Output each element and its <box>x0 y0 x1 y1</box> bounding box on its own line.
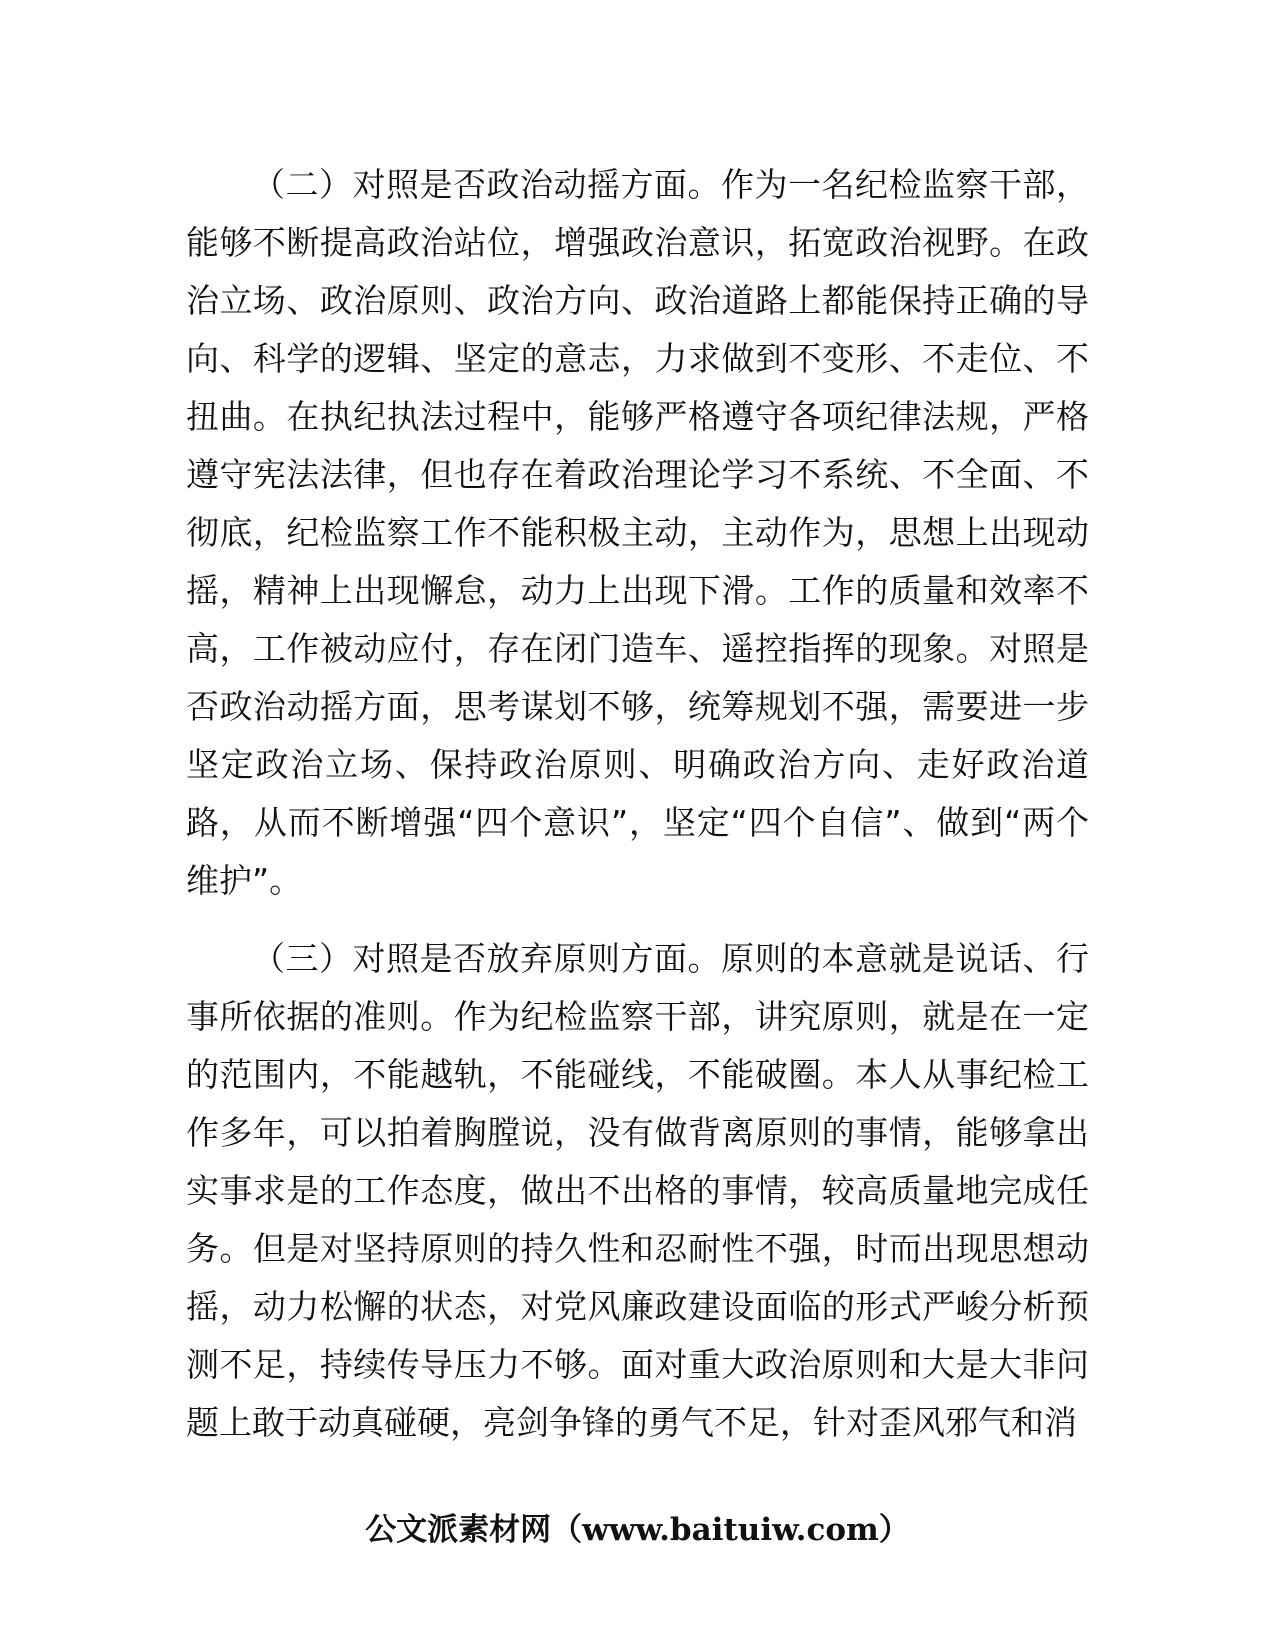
paragraph-principles: （三）对照是否放弃原则方面。原则的本意就是说话、行事所依据的准则。作为纪检监察干部，讲究原则，就是在一定的范围内，不能越轨，不能碰线，不能破圈。本人从事纪检工作多年，可以拍着胸膛说，没有做背离原则的事情，能够拿出实事求是的工作态度，做出不出格的事情，较高质量地完成任务。但是对坚持原则的持久性和忍耐性不强，时而出现思想动摇，动力松懈的状态，对党风廉政建设面临的形式严峻分析预测不足，持续传导压力不够。面对重大政治原则和大是大非问题上敢于动真碰硬，亮剑争锋的勇气不足，针对歪风邪气和消 <box>186 939 1089 1442</box>
footer-source: 公文派素材网（www.baituiw.com） <box>365 1512 910 1548</box>
document-body <box>186 156 1089 1472</box>
paragraph-political-stability: （二）对照是否政治动摇方面。作为一名纪检监察干部，能够不断提高政治站位，增强政治意识，拓宽政治视野。在政治立场、政治原则、政治方向、政治道路上都能保持正确的导向、科学的逻辑、坚定的意志，力求做到不变形、不走位、不扭曲。在执纪执法过程中，能够严格遵守各项纪律法规，严格遵守宪法法律，但也存在着政治理论学习不系统、不全面、不彻底，纪检监察工作不能积极主动，主动作为，思想上出现动摇，精神上出现懈怠，动力上出现下滑。工作的质量和效率不高，工作被动应付，存在闭门造车、遥控指挥的现象。对照是否政治动摇方面，思考谋划不够，统筹规划不强，需要进一步坚定政治立场、保持政治原则、明确政治方向、走好政治道路，从而不断增强“四个意识”，坚定“四个自信”、做到“两个维护”。 <box>186 165 1089 900</box>
